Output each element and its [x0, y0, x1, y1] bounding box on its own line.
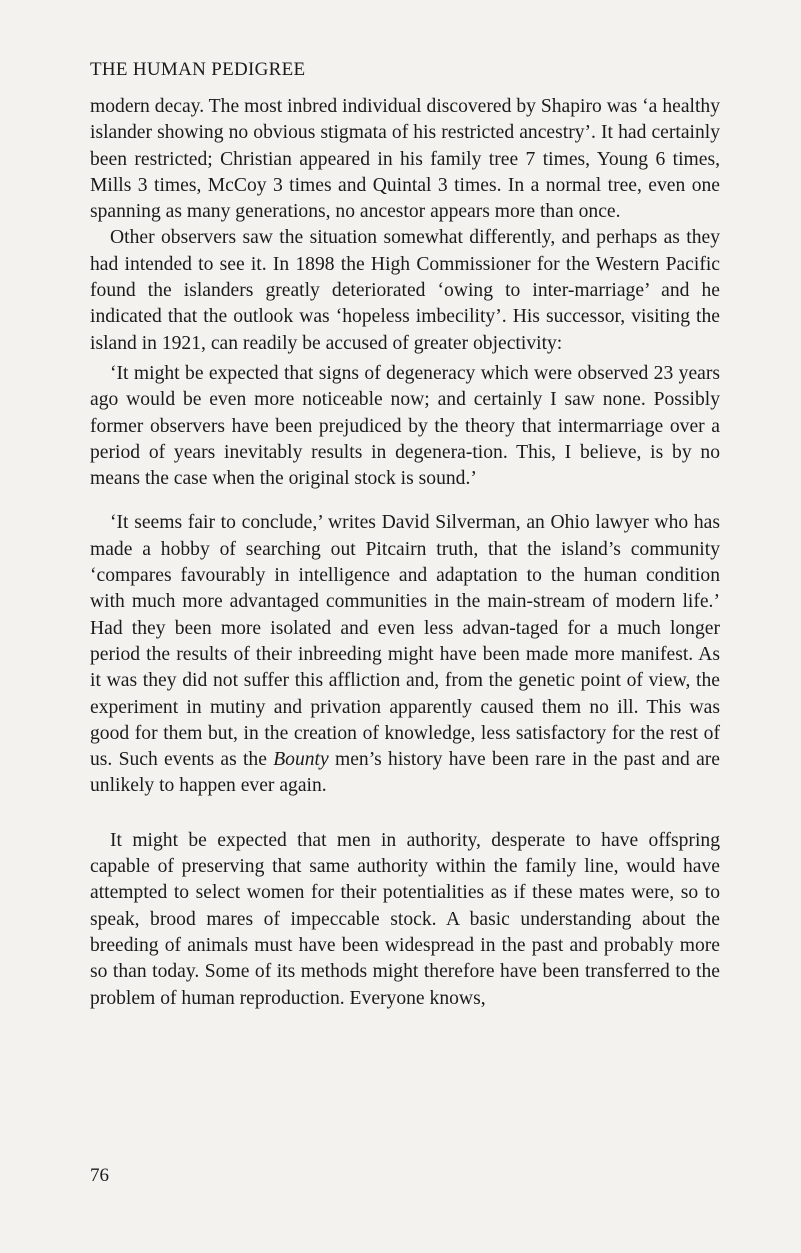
running-head: THE HUMAN PEDIGREE [90, 59, 306, 80]
paragraph-1: modern decay. The most inbred individual discovered by Shapiro was ‘a healthy islander showing no obvious stigmata of his restricted ancestry’. It had certainly been restricted; Christian appeared in his family tree 7 times, Young 6 times, Mills 3 times, McCoy 3 times and Quintal 3 times. In a normal tree, even one spanning as many generations, no ancestor appears more than once. [90, 96, 720, 223]
paragraph-4 [90, 510, 720, 799]
paragraph-5: It might be expected that men in authority, desperate to have offspring capable of preserving that same authority within the family line, would have attempted to select women for their potentialities as if these mates were, so to speak, brood mares of impeccable stock. A basic understanding about the breeding of animals must have been widespread in the past and probably more so than today. Some of its methods might therefore have been transferred to the problem of human reproduction. Everyone knows, [90, 829, 720, 1009]
quotation-paragraph: ‘It might be expected that signs of degeneracy which were observed 23 years ago would be even more noticeable now; and certainly I saw none. Possibly former observers have been prejudiced by the theory that intermarriage over a period of years inevitably results in degenera-tion. This, I believe, is by no means the case when the original stock is sound.’ [90, 362, 720, 490]
paragraph-4-text: ‘It seems fair to conclude,’ writes David Silverman, an Ohio lawyer who has made a hobby of searching out Pitcairn truth, that the island’s community ‘compares favourably in intelligence and adaptation to the human condition with much more advantaged communities in the main-stream of modern life.’ Had they been more isolated and even less advan-taged for a much longer period the results of their inbreeding might have been made more manifest. As it was they did not suffer this affliction and, from the genetic point of view, the experiment in mutiny and privation apparently caused them no ill. This was good for them but, in the creation of knowledge, less satisfactory for the rest of us. Such events as the [90, 512, 720, 771]
bounty-italic: Bounty [273, 749, 329, 771]
page-number: 76 [90, 1165, 109, 1186]
page-body [90, 58, 720, 1012]
paragraph-4-text-end: men’s history have been rare in the past and are unlikely to happen ever again. [90, 749, 720, 797]
paragraph-2: Other observers saw the situation somewhat differently, and perhaps as they had intended to see it. In 1898 the High Commissioner for the Western Pacific found the islanders greatly deteriorated ‘owing to inter-marriage’ and he indicated that the outlook was ‘hopeless imbecility’. His successor, visiting the island in 1921, can readily be accused of greater objectivity: [90, 227, 720, 354]
